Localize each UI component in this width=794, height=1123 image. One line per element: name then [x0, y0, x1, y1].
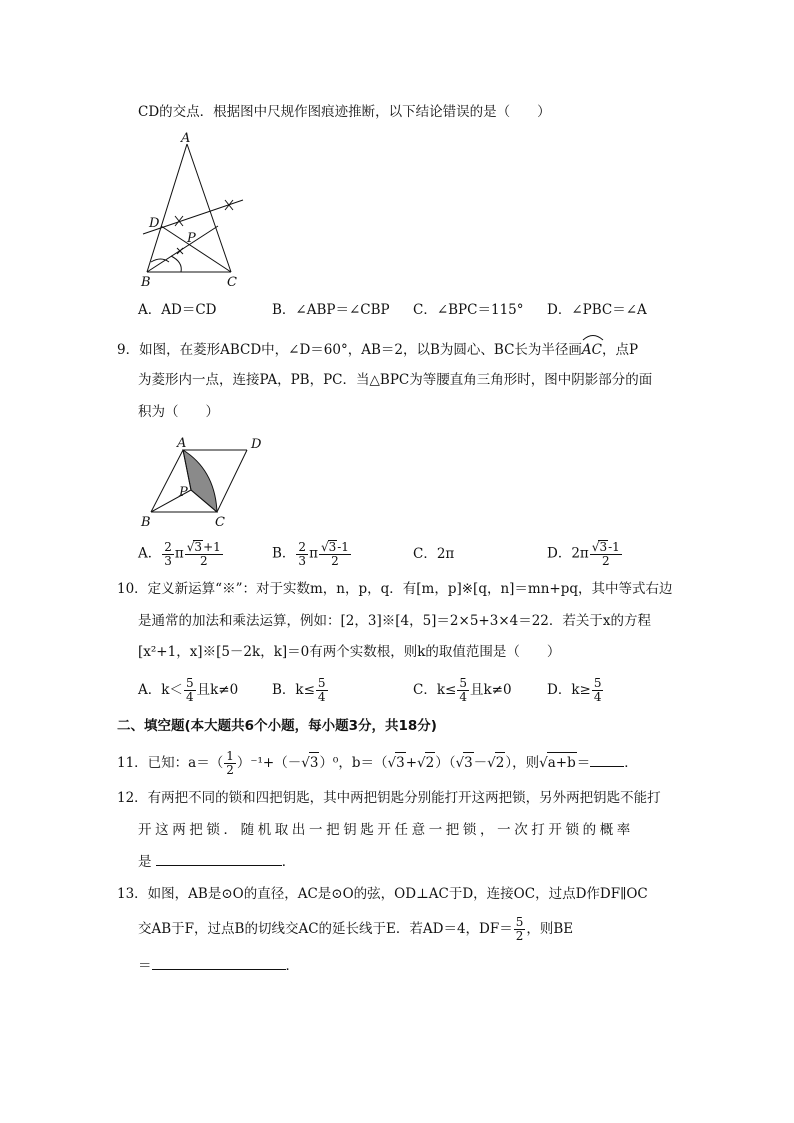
q13-line3 [138, 956, 299, 976]
q10-option-a [138, 677, 238, 704]
q11-mid5: － [473, 755, 488, 771]
q11-answer-blank[interactable] [590, 766, 624, 767]
q9-label-b: B [141, 515, 151, 530]
q9-d-frac-den: 2 [601, 554, 610, 568]
q9-line1-tail: ，点P [602, 342, 639, 358]
q9-d-pi: π [579, 545, 589, 562]
q8-option-a: A．AD＝CD [138, 302, 217, 318]
q9-b-pi: π [309, 545, 318, 562]
q11-mid6: ），则 [505, 755, 540, 771]
q11-half-num: 1 [226, 749, 234, 763]
q10-a-frac [184, 677, 196, 704]
q11-mid4: ）（ [435, 755, 456, 771]
q11-line: 11．已知：a＝（ $\frac{1}{2}$ ）⁻¹+（－√3）⁰，b＝（√3+√2）（√3－√2），则√a+b＝ ． [117, 749, 638, 777]
q9-line1 [117, 338, 638, 360]
q12-line2: 开这两把锁．随机取出一把钥匙开任意一把锁，一次打开锁的概率 [138, 822, 634, 838]
q9-option-a [138, 540, 224, 568]
q13-line1: 13．如图，AB是⊙O的直径，AC是⊙O的弦，OD⊥AC于D，连接OC，过点D作DF∥OC [117, 886, 648, 902]
q10-c-prefix: C．k≤ [413, 682, 457, 698]
q8-option-c: C．∠BPC＝115° [413, 302, 524, 318]
q11-half [224, 750, 236, 777]
q8-option-b: B．∠ABP＝∠CBP [272, 302, 390, 318]
arc-symbol-icon [582, 333, 604, 341]
q9-b-frac2-den: 2 [331, 554, 339, 568]
q9-a-frac2-den: 2 [199, 554, 208, 568]
q10-b-prefix: B．k≤ [272, 682, 315, 698]
q8-label-a: A [181, 131, 191, 146]
q9-label-p: P [179, 485, 188, 500]
q13-line2-suffix: ，则BE [526, 921, 574, 937]
q9-d-sqrt3: 3 [599, 540, 608, 554]
q11-mid3: + [405, 755, 418, 771]
q11-mid1: ）⁻¹+（－ [236, 755, 302, 771]
q9-option-a-prefix: A． [138, 545, 162, 562]
q13-frac-den: 2 [515, 929, 524, 943]
q12-answer-blank[interactable] [156, 865, 282, 866]
q12-line3-end: ． [281, 854, 296, 870]
q13-frac-num: 5 [515, 915, 524, 929]
q11-half-den: 2 [226, 763, 234, 777]
q10-a-num: 5 [185, 676, 194, 690]
q9-label-d: D [251, 437, 262, 452]
q9-option-a-frac2: $\frac{√3+1}{2}$ [186, 540, 221, 568]
q10-line2: 是通常的加法和乘法运算，例如：[2，3]※[4，5]＝2×5+3×4＝22．若关于x的方程 [138, 613, 652, 629]
q11-sqrt3-a: 3 [309, 752, 320, 773]
q10-c-frac [457, 677, 469, 704]
q9-option-a-frac [162, 541, 174, 568]
q9-line2: 为菱形内一点，连接PA，PB，PC．当△BPC为等腰直角三角形时，图中阴影部分的面 [138, 372, 653, 388]
q10-b-num: 5 [317, 676, 326, 690]
q11-eq: ＝ [576, 755, 591, 771]
q10-c-num: 5 [459, 676, 467, 690]
q10-a-suffix: 且k≠0 [196, 682, 239, 698]
q8-label-b: B [141, 275, 151, 290]
q9-line3: 积为（ ） [138, 404, 219, 420]
q9-d-minus1: -1 [608, 540, 620, 554]
q11-prefix: 11．已知：a＝（ [117, 755, 224, 771]
q10-b-den: 4 [317, 690, 326, 704]
q10-d-frac [592, 677, 604, 704]
q9-a-plus1: +1 [203, 540, 221, 554]
q11-sqrt3-c: 3 [463, 752, 474, 773]
q11-radicand: a+b [547, 752, 577, 773]
q8-stem-tail: CD的交点．根据图中尺规作图痕迹推断，以下结论错误的是（ ） [138, 104, 551, 120]
q9-a-frac-num: 2 [164, 539, 172, 554]
q8-label-p: P [187, 231, 196, 246]
q13-line2 [138, 916, 573, 943]
q13-line3-end: ． [285, 958, 299, 974]
q11-mid2: ）⁰，b＝（ [319, 755, 388, 771]
section-2-heading: 二、填空题(本大题共6个小题，每小题3分，共18分) [117, 718, 437, 734]
q9-a-sqrt3: 3 [194, 540, 203, 554]
q10-d-den: 4 [593, 690, 602, 704]
q10-c-suffix: 且k≠0 [469, 682, 512, 698]
q9-option-b-frac2: $\frac{√3-1}{2}$ [320, 540, 349, 568]
q9-b-minus1: -1 [337, 540, 349, 554]
q11-sqrt2-b: 2 [495, 752, 506, 773]
q13-frac [514, 916, 526, 943]
q9-line1-text: 9．如图，在菱形ABCD中，∠D＝60°，AB＝2，以B为圆心、BC长为半径画 [117, 342, 582, 358]
q10-line3: [x²+1，x]※[5－2k，k]＝0有两个实数根，则k的取值范围是（ ） [138, 644, 561, 660]
q11-end: ． [624, 755, 638, 771]
q9-label-c: C [215, 515, 225, 530]
q13-answer-blank[interactable] [152, 969, 286, 970]
q9-a-pi: π [174, 545, 184, 562]
q10-a-den: 4 [185, 690, 194, 704]
q11-sqrt3-b: 3 [395, 752, 406, 773]
q9-option-d-prefix: D． [547, 545, 572, 562]
q9-b-sqrt3: 3 [328, 540, 337, 554]
q10-option-c [413, 677, 512, 704]
q12-line3-prefix: 是 [138, 854, 152, 870]
q9-rhombus-figure [135, 434, 275, 530]
q9-arc-label: AC [581, 342, 602, 358]
q10-option-b [272, 677, 329, 704]
q10-b-frac [316, 677, 328, 704]
q9-label-a: A [177, 436, 187, 451]
q12-line1: 12．有两把不同的锁和四把钥匙，其中两把钥匙分别能打开这两把锁，另外两把钥匙不能打 [117, 790, 661, 806]
q9-b-frac-den: 3 [298, 553, 307, 568]
q9-a-frac-den: 3 [164, 553, 172, 568]
q9-option-c: C．2π [413, 546, 455, 562]
q10-c-den: 4 [459, 690, 467, 704]
q11-sqrt2-a: 2 [425, 752, 436, 773]
q10-line1: 10．定义新运算“※”：对于实数m，n，p，q．有[m，p]※[q，n]＝mn+pq，其中等式右边 [117, 581, 673, 597]
q10-d-num: 5 [593, 676, 602, 690]
q13-line3-prefix: ＝ [138, 958, 152, 974]
q13-line2-prefix: 交AB于F，过点B的切线交AC的延长线于E．若AD＝4，DF＝ [138, 921, 513, 937]
q8-label-c: C [227, 275, 237, 290]
q9-d-two: 2 [571, 545, 580, 562]
q9-arc-ac [582, 338, 602, 360]
q8-label-d: D [149, 216, 160, 231]
q8-triangle-figure [135, 130, 255, 290]
q9-option-d-frac: $\frac{√3-1}{2}$ [591, 540, 620, 568]
q9-option-b-frac [296, 541, 308, 568]
q9-option-b-prefix: B． [272, 545, 296, 562]
q10-d-prefix: D．k≥ [547, 682, 591, 698]
q10-a-prefix: A．k＜ [138, 682, 183, 698]
q9-option-d [547, 540, 623, 568]
q12-line3 [138, 852, 295, 872]
q8-option-d: D．∠PBC＝∠A [547, 302, 647, 318]
q9-option-b [272, 540, 352, 568]
q10-option-d [547, 677, 604, 704]
q9-b-frac-num: 2 [298, 539, 307, 554]
